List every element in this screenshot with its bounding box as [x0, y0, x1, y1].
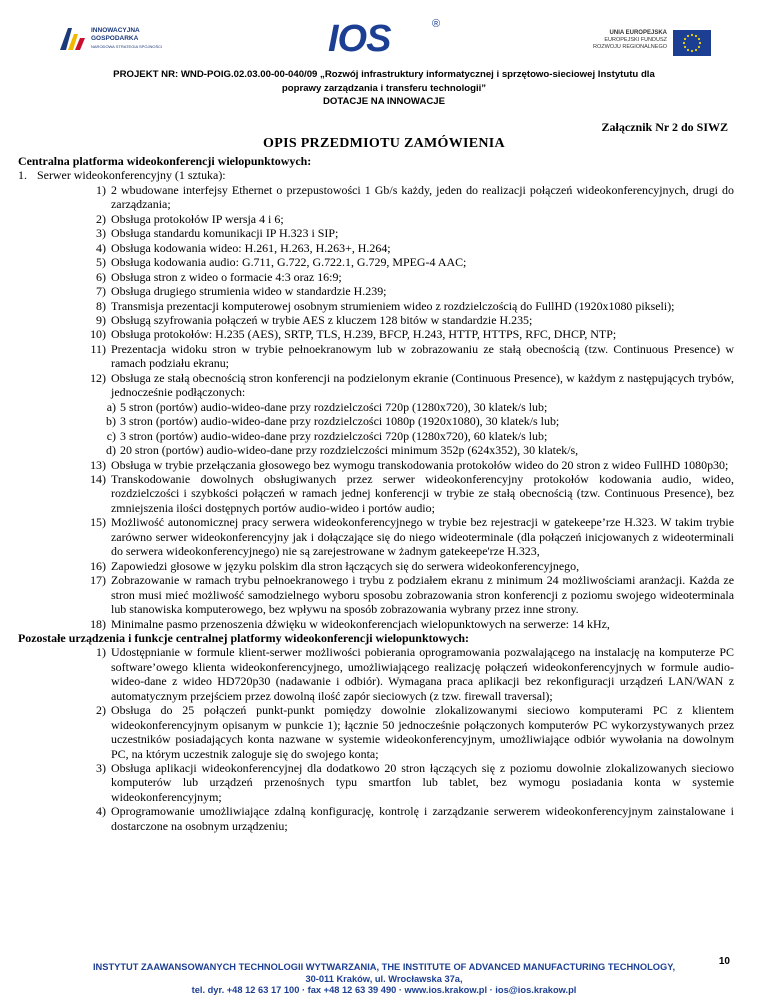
- list-item: [18, 429, 734, 443]
- list-item-text: 20 stron (portów) audio-wideo-dane przy rozdzielczości minimum 352p (624x352), 30 klatek/s,: [120, 443, 579, 458]
- list-item: [18, 761, 734, 804]
- list-item-number: 1): [96, 182, 106, 197]
- list-item-text: Obsługa do 25 połączeń punkt-punkt pomiędzy dowolnie zlokalizowanymi sieciowo komputerami PC z klientem wideokonferencyjnym opisanym w punkcie 1); łącznie 50 jednocześnie połączonych komputerów PC wykorzystywanych przez uczestników posiadających konta nazwane w systemie wideokonferencyjnym, umożliwiające odbiór wywołania na dowolnym PC, na którym uczestnik zaloguje się do swojego konta;: [111, 703, 734, 761]
- list-item: [18, 414, 734, 428]
- list-item-text: Transmisja prezentacji komputerowej osobnym strumieniem wideo z rozdzielczością do FullHD (1920x1080 pikseli);: [111, 298, 675, 313]
- list-item-text: Oprogramowanie umożliwiające zdalną konfigurację, kontrolę i zarządzanie serwerem wideokonferencyjnym zainstalowane i dostarczone na osobnym urządzeniu;: [111, 804, 734, 833]
- list-item-number: 12): [90, 370, 106, 385]
- document-title: OPIS PRZEDMIOTU ZAMÓWIENIA: [263, 136, 505, 151]
- list-item-text: Obsługa kodowania audio: G.711, G.722, G.722.1, G.729, MPEG-4 AAC;: [111, 255, 467, 270]
- eu-logo: [585, 30, 725, 58]
- list-item-number: 9): [96, 312, 106, 327]
- list-item: [18, 573, 734, 616]
- list-item: [18, 212, 734, 226]
- innowacyjna-gospodarka-logo: [58, 24, 178, 54]
- project-line-3: DOTACJE NA INNOWACJE: [322, 96, 446, 107]
- list-item-text: Obsługa stron z wideo o formacie 4:3 oraz 16:9;: [111, 269, 342, 284]
- list-item: [18, 342, 734, 371]
- project-header: [40, 68, 728, 109]
- page-header: [0, 0, 768, 60]
- list-item-number: 2): [96, 211, 106, 226]
- list-item: [18, 458, 734, 472]
- list-item-number: 17): [90, 573, 106, 588]
- list-item: [18, 645, 734, 703]
- list-item: [18, 241, 734, 255]
- registered-mark: ®: [432, 18, 441, 30]
- eu-logo-text: UNIA EUROPEJSKA EUROPEJSKI FUNDUSZ ROZWOJU REGIONALNEGO: [593, 30, 667, 50]
- list-item-number: 4): [96, 240, 106, 255]
- annex-label: Załącznik Nr 2 do SIWZ: [601, 120, 728, 134]
- list-item-number: 2): [96, 703, 106, 718]
- list-item: [18, 472, 734, 515]
- ios-logo-text: IOS: [328, 18, 391, 60]
- list-item: [18, 327, 734, 341]
- list-item-number: 18): [90, 616, 106, 631]
- list-item-text: 3 stron (portów) audio-wideo-dane przy rozdzielczości 1080p (1920x1080), 30 klatek/s lub;: [120, 414, 560, 429]
- list-item-number: b): [106, 414, 116, 429]
- list-item-number: 8): [96, 298, 106, 313]
- list-item-text: Możliwość autonomicznej pracy serwera wideokonferencyjnego w trybie bez rejestracji w gatekeepe’rze H.323. W takim trybie zarówno serwer wideokonferencyjny jak i dołączające się do niego wideoterminale (dla połączeń inicjowanych z wideoterminali do serwera wideokonferencyjnego) nie są zarejestrowane w żadnym gatekeepe'rze H.323,: [111, 515, 734, 559]
- list-item: [18, 270, 734, 284]
- section-heading-2: Pozostałe urządzenia i funkcje centralnej platformy wideokonferencji wielopunktowych:: [18, 630, 470, 645]
- list-item-text: 5 stron (portów) audio-wideo-dane przy rozdzielczości 720p (1280x720), 30 klatek/s lub;: [120, 399, 548, 414]
- project-line-2: poprawy zarządzania i transferu technologii”: [281, 82, 487, 94]
- list-item: [18, 703, 734, 761]
- list-item: [18, 400, 734, 414]
- ig-logo-icon: [58, 24, 88, 52]
- list-item-number: d): [106, 443, 116, 458]
- list-item: [18, 559, 734, 573]
- list-item: [18, 255, 734, 269]
- list-item: [18, 226, 734, 240]
- footer-line-2: 30-011 Kraków, ul. Wrocławska 37a,: [305, 973, 463, 984]
- other-devices-list: [18, 645, 734, 833]
- project-line-1: PROJEKT NR: WND-POIG.02.03.00-00-040/09 „Rozwój infrastruktury informatycznej i sprzętowo-sieciowej Instytutu dla: [113, 69, 655, 80]
- list-item: [18, 804, 734, 833]
- list-item-number: 16): [90, 558, 106, 573]
- list-item-text: Prezentacja widoku stron w trybie pełnoekranowym lub w zobrazowaniu ze stałą obecnością (tzw. Continuous Presence) w ramach podziału ekranu;: [111, 341, 734, 371]
- footer-line-1: INSTYTUT ZAAWANSOWANYCH TECHNOLOGII WYTWARZANIA, THE INSTITUTE OF ADVANCED MANUFACTURING TECHNOLOGY,: [92, 962, 676, 972]
- list-item-number: 3): [96, 761, 106, 776]
- list-item-text: Obsługa w trybie przełączania głosowego bez wymogu transkodowania protokołów wideo do 20 stron z wideo FullHD 1080p30;: [111, 457, 729, 472]
- section-heading-1: Centralna platforma wideokonferencji wielopunktowych:: [18, 154, 312, 168]
- list-item-number: 5): [96, 255, 106, 270]
- list-item-text: Obsługa protokołów: H.235 (AES), SRTP, TLS, H.239, BFCP, H.243, HTTP, HTTPS, RFC, DHCP, NTP;: [111, 327, 617, 342]
- list-item-number: c): [106, 428, 116, 443]
- list-item-number: a): [106, 399, 116, 414]
- list-item: [18, 617, 734, 631]
- ig-logo-subtext: NARODOWA STRATEGIA SPÓJNOŚCI: [91, 44, 163, 49]
- list-item-text: Obsługą szyfrowania połączeń w trybie AES z kluczem 128 bitów w standardzie H.235;: [111, 312, 533, 327]
- list-item-text: Obsługa drugiego strumienia wideo w standardzie H.239;: [111, 284, 387, 299]
- list-item-number: 4): [96, 804, 106, 819]
- list-item-number: 15): [90, 515, 106, 530]
- list-item: [18, 443, 734, 457]
- list-item-text: Zapowiedzi głosowe w języku polskim dla stron łączących się do serwera wideokonferencyjnego,: [111, 558, 580, 573]
- list-item: [18, 371, 734, 400]
- list-item-text: Obsługa kodowania wideo: H.261, H.263, H.263+, H.264;: [111, 240, 391, 255]
- list-item-number: 3): [96, 226, 106, 241]
- footer-line-3: tel. dyr. +48 12 63 17 100 · fax +48 12 63 39 490 · www.ios.krakow.pl · ios@ios.krakow.pl: [191, 985, 577, 995]
- list-item-number: 13): [90, 457, 106, 472]
- list-item: [18, 313, 734, 327]
- list-item-text: Zobrazowanie w ramach trybu pełnoekranowego i trybu z podziałem ekranu z minimum 24 możliwościami aranżacji. Każda ze stron musi mieć możliwość samodzielnego wyboru sposobu zobrazowania stron konferencji z poziomu swojego wideoterminala lub stanowiska komputerowego, bez wpływu na sposób zobrazowania wybrany przez inne strony.: [111, 573, 734, 617]
- list-item-text: Obsługa aplikacji wideokonferencyjnej dla dodatkowo 20 stron łączących się z poziomu dowolnie zlokalizowanych sieciowo komputerów lub urządzeń przenośnych typu smartfon lub tablet, bez wymogu posiadania konta w systemie wideokonferencyjnym;: [111, 761, 734, 804]
- list-item-text: Transkodowanie dowolnych obsługiwanych przez serwer wideokonferencyjny protokołów kodowania audio, wideo, rozdzielczości i szybkości połączeń w ramach jednej konferencji w trybie ze stałą obecnością (tzw. Continuous Presence), bez zmniejszenia ilości dostępnych portów audio-wideo i portów audio;: [111, 471, 734, 515]
- page-number: 10: [718, 956, 730, 967]
- list-item-text: Udostępnianie w formule klient-serwer możliwości pobierania oprogramowania pozwalającego na instalację na komputerze PC software’owego klienta wideokonferencyjnego, umożliwiającego realizację połączeń wideokonferencyjnych w formule audio-wideo-dane z wideo HD720p30 (nadawanie i odbiór). Wymagana praca aplikacji bez rekonfiguracji urządzeń LAN/WAN z automatycznym przejściem przez dowolną ilość zapór sieciowych (z tzw. firewall traversal);: [111, 645, 734, 703]
- list-item-number: 7): [96, 284, 106, 299]
- list-item: [18, 183, 734, 212]
- eu-flag-icon: [673, 30, 711, 56]
- continuous-presence-modes-list: [18, 400, 734, 458]
- list-item-text: Obsługa protokołów IP wersja 4 i 6;: [111, 211, 284, 226]
- ios-logo: [328, 18, 441, 60]
- list-item-number: 6): [96, 269, 106, 284]
- document-body: [18, 154, 734, 833]
- top-item: 1. Serwer wideokonferencyjny (1 sztuka):: [18, 168, 226, 183]
- list-item-text: Obsługa ze stałą obecnością stron konferencji na podzielonym ekranie (Continuous Presence), w każdym z następujących trybów, jednocześnie podłączonych:: [111, 370, 734, 400]
- list-item-number: 1): [96, 645, 106, 660]
- list-item: [18, 284, 734, 298]
- list-item-text: Obsługa standardu komunikacji IP H.323 i SIP;: [111, 226, 339, 241]
- page-footer: [40, 962, 728, 997]
- list-item: [18, 515, 734, 558]
- list-item-number: 14): [90, 471, 106, 486]
- server-requirements-list: [18, 183, 734, 400]
- list-item-number: 11): [90, 341, 106, 356]
- list-item: [18, 299, 734, 313]
- list-item-text: Minimalne pasmo przenoszenia dźwięku w wideokonferencjach wielopunktowych na serwerze: 14 kHz,: [111, 616, 610, 631]
- server-requirements-list-cont: [18, 458, 734, 631]
- ig-logo-text: INNOWACYJNA GOSPODARKA: [91, 27, 140, 42]
- list-item-text: 3 stron (portów) audio-wideo-dane przy rozdzielczości 720p (1280x720), 60 klatek/s lub;: [120, 428, 548, 443]
- list-item-text: 2 wbudowane interfejsy Ethernet o przepustowości 1 Gb/s każdy, jeden do realizacji połączeń wideokonferencyjnych, drugi do zarządzania;: [111, 182, 734, 212]
- list-item-number: 10): [90, 327, 106, 342]
